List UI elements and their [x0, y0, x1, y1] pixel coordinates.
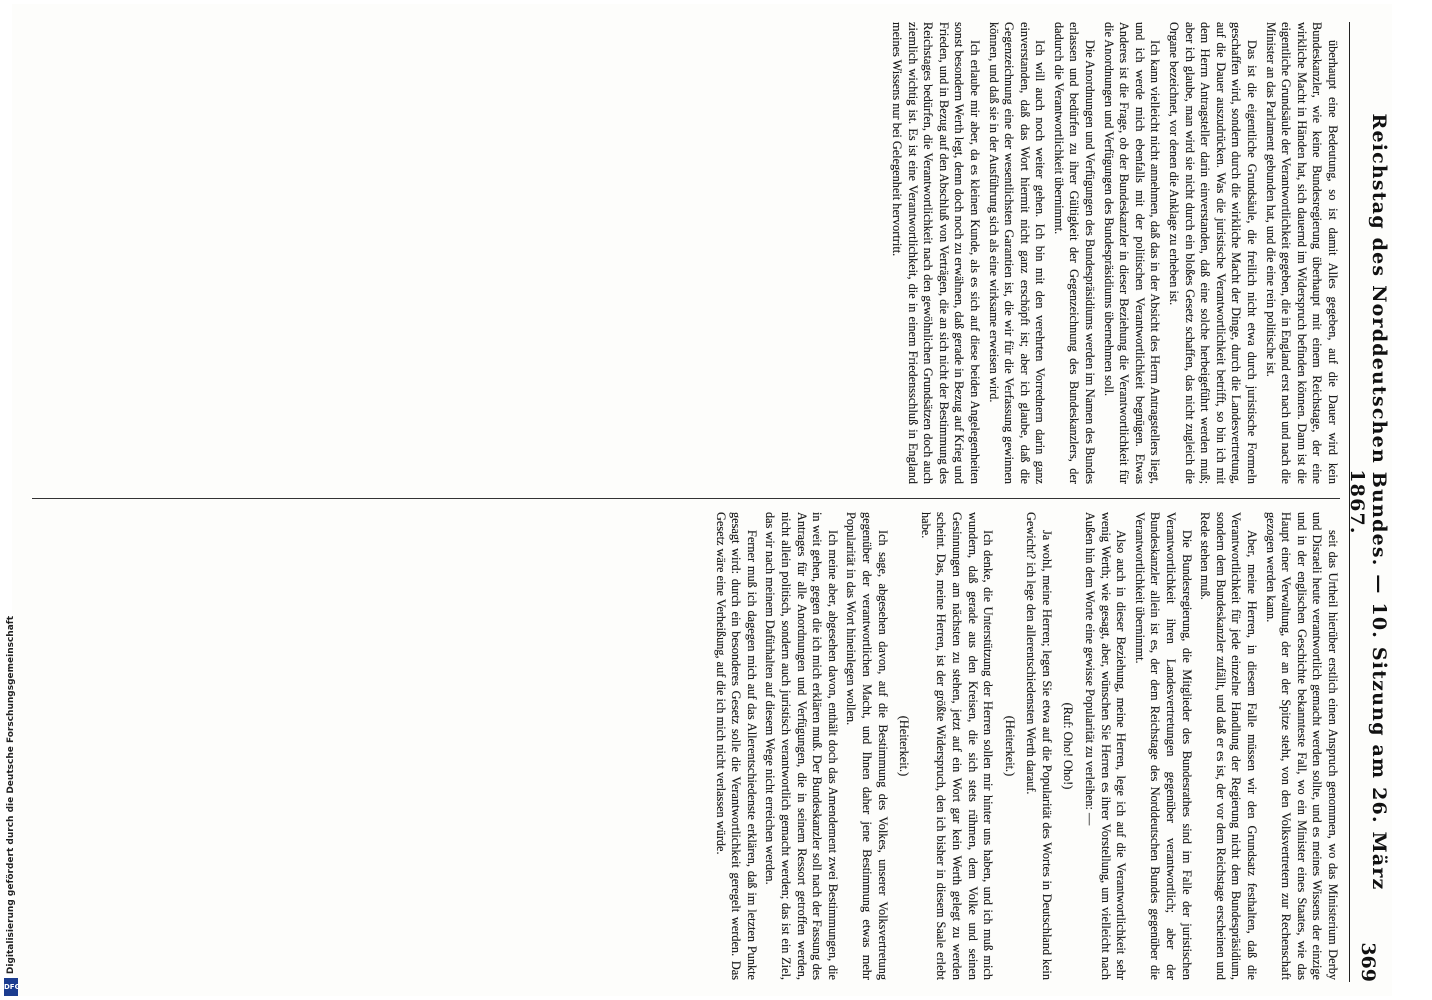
paragraph: Ich sage, abgesehen davon, auf die Bestimmung des Volkes, unserer Volksvertretung gegenüber der verantwortlichen Macht, und Ihnen daher jene Bestimmung etwas mehr Popularität in das Wort hineinlegen wollen.: [844, 512, 890, 980]
page-number: 369: [1357, 942, 1379, 982]
paragraph: Ich denke, die Unterstützung der Herren sollen mir hinter uns haben, und ich muß mich wundern, daß gerade aus den Kreisen, die sich stets rühmen, dem Volke und seinen Gesinnungen am nächsten zu stehen, jetzt auf ein Wort gar kein Werth gelegt zu werden scheint. Das, meine Herren, ist der größte Widerspruch, den ich bisher in diesem Saale erlebt habe.: [918, 512, 996, 980]
credit-text: Digitalisierung gefördert durch die Deutsche Forschungsgemeinschaft: [6, 615, 16, 974]
paragraph: Also auch in dieser Beziehung, meine Herren, lege ich auf die Verantwortlichkeit sehr wenig Werth; wie gesagt, aber, wünschen Sie Herren es ihrer Vorstellung, um vielleicht nach Außen hin dem Worte eine gewisse Popularität zu verleihen: —: [1083, 512, 1129, 980]
document-page: [12, 4, 1392, 996]
paragraph: Ferner muß ich dagegen mich auf das Allerentschiedenste erklären, daß im letzten Punkte gesagt wird: durch ein besonderes Gesetz solle die Verantwortlichkeit geregelt werden. Das Gesetz wäre eine Verheißung, auf die ich mich nicht verlassen würde.: [713, 512, 759, 980]
dfg-logo: DFG: [4, 978, 18, 996]
paragraph: Ich erlaube mir aber, da es kleinen Kunde, als es sich auf diese beiden Angelegenheiten sonst besondern Werth legt, denn doch noch zu erwähnen, daß gerade in Bezug auf Krieg und Frieden, und in Bezug auf den Abschluß von Verträgen, die an sich nicht der Bestimmung des Reichstages bedürfen, die Verantwortlichkeit nach den gewöhnlichen Grundsätzen doch auch ziemlich wichtig ist. Es ist eine Verantwortlichkeit, die in einem Friedensschluß in England meines Wissens nur bei Gelegenheit hervortritt.: [889, 22, 982, 484]
text-column-left: [32, 22, 1340, 484]
interjection: (Ruf: Oho! Oho!): [1061, 702, 1076, 790]
paragraph: Die Bundesregierung, die Mitglieder des Bundesrathes sind im Falle der juristischen Verantwortlichkeit ihren Landesvertretungen gegenüber verantwortlich; aber der Bundeskanzler allein ist es, der dem Reichstage des Norddeutschen Bundes gegenüber die Verantwortlichkeit übernimmt.: [1132, 512, 1194, 980]
column-divider: [32, 498, 1340, 499]
page-header: [1346, 22, 1390, 982]
paragraph: Ich will auch noch weiter gehen. Ich bin mit den verehrten Vorrednern darin ganz einverstanden, daß das Wort hiermit nicht ganz erschöpft ist; aber ich glaube, daß die Gegenzeichnung eine der wesentlichsten Garantien ist, die wir für die Verfassung gewinnen können, und daß sie in der Ausführung sich als eine wirksame erweisen wird.: [986, 22, 1048, 484]
paragraph: Die Anordnungen und Verfügungen des Bundespräsidiums werden im Namen des Bundes erlassen und bedürfen zu ihrer Gültigkeit der Gegenzeichnung des Bundeskanzlers, der dadurch die Verantwortlichkeit übernimmt.: [1051, 22, 1098, 484]
text-column-right: [32, 512, 1340, 980]
paragraph: Das ist die eigentliche Grundsäule, die freilich nicht etwa durch juristische Formeln geschaffen wird, sondern durch die wirkliche Macht der Dinge, durch die Landesvertretung, auf die Dauer auszudrücken. Was die juristische Verantwortlichkeit betrifft, so bin ich mit dem Herrn Antragsteller darin einverstanden, daß eine solche herbeigeführt werden muß; aber ich glaube, man wird sie nicht durch ein bloßes Gesetz schaffen, das nicht zugleich die Organe bezeichnet, vor denen die Anklage zu erheben ist.: [1167, 22, 1260, 484]
interjection: (Heiterkeit.): [1002, 715, 1017, 777]
paragraph: seit das Urtheil hierüber erstlich einen Anspruch genommen, wo das Ministerium Derby und Disraeli heute verantwortlich gemacht werden sollte, und es meines Wissens der einzige und in der englischen Geschichte bekannteste Fall, wo ein Minister eines Staates, wie das Haupt einer Verwaltung, der an der Spitze steht, von den Volksvertretern zur Rechenschaft gezogen werden kann.: [1263, 512, 1340, 980]
paragraph: Aber, meine Herren, in diesem Falle müssen wir den Grundsatz festhalten, daß die Verantwortlichkeit für jede einzelne Handlung der Regierung nicht dem Bundespräsidium, sondern dem Bundeskanzler zufällt, und daß er es ist, der vor dem Reichstage erscheinen und Rede stehen muß.: [1198, 512, 1260, 980]
paragraph: Ich meine aber, abgesehen davon, enthält doch das Amendement zwei Bestimmungen, die in weit gehen, gegen die ich mich erklären muß. Der Bundeskanzler soll nach der Fassung des Antrages für alle Anordnungen und Verfügungen, die in seinem Ressort getroffen werden, nicht allein politisch, sondern auch juristisch verantwortlich gemacht werden; das ist ein Ziel, das wir nach meinem Dafürhalten auf diesem Wege nicht erreichen werden.: [763, 512, 840, 980]
digitization-credit: [2, 608, 20, 996]
paragraph: Ja wohl, meine Herren; legen Sie etwa auf die Popularität des Wortes in Deutschland kein Gewicht? ich lege den allerentschiedensten Werth darauf.: [1024, 512, 1054, 980]
page-title: Reichstag des Norddeutschen Bundes. — 10. Sitzung am 26. März 1867.: [1346, 113, 1390, 891]
paragraph: überhaupt eine Bedeutung, so ist damit Alles gegeben, auf die Dauer wird kein Bundeskanzler, wie keine Bundesregierung überhaupt mit einem Reichstage, der eine wirkliche Macht in Händen hat, sich dauernd im Widerspruch befinden können. Dann ist die eigentliche Grundsäule der Verantwortlichkeit gegeben, die in England erst nach und nach die Minister an das Parlament gebunden hat, und die eine rein politische ist.: [1263, 22, 1340, 484]
paragraph: Ich kann vielleicht nicht annehmen, daß das in der Absicht des Herrn Antragstellers liegt, und ich werde mich ebenfalls mit der politischen Verantwortlichkeit begnügen. Etwas Anderes ist die Frage, ob der Bundeskanzler in dieser Beziehung die Verantwortlichkeit für die Anordnungen und Verfügungen des Bundespräsidiums übernehmen soll.: [1101, 22, 1163, 484]
interjection: (Heiterkeit.): [897, 715, 912, 777]
